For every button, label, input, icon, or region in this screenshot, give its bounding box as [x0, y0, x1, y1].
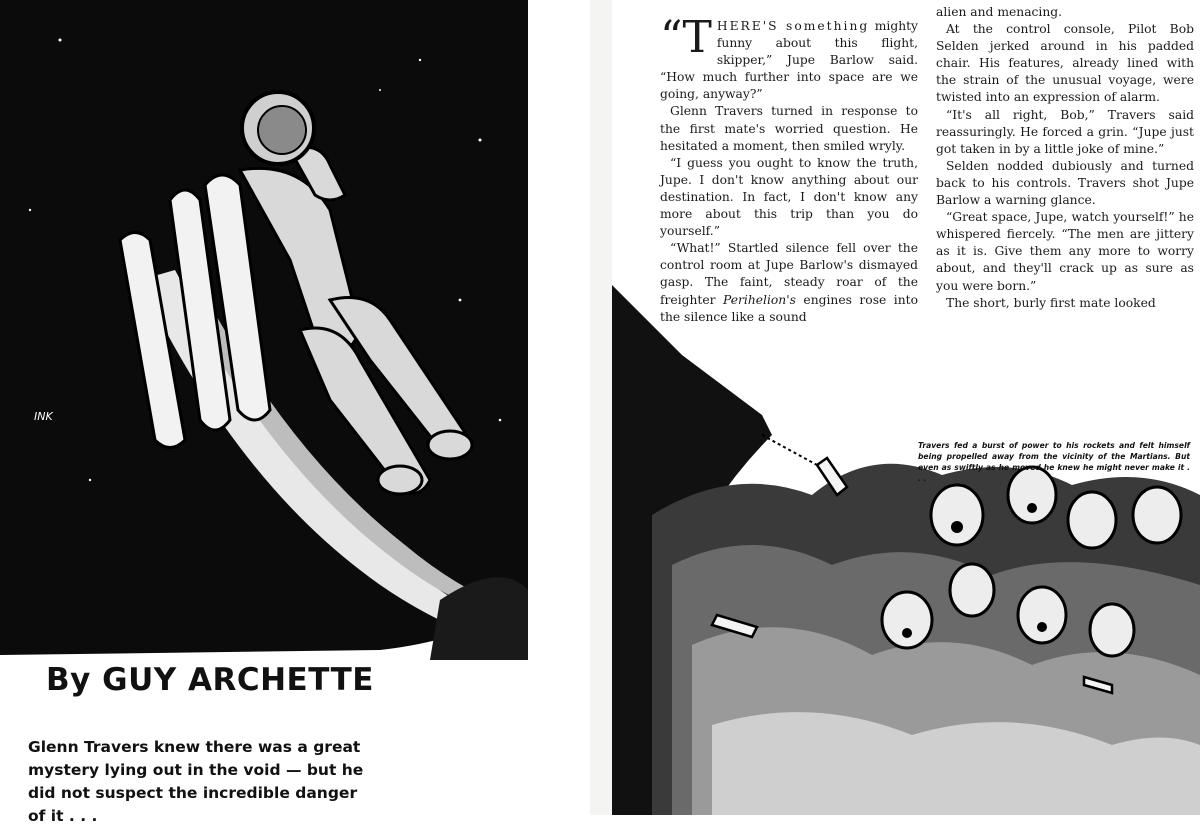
paragraph: “Great space, Jupe, watch yourself!” he whispered fiercely. “The men are jittery as it is. Give them any more to worry about, and they'll crack up as sure as you were born.”	[936, 210, 1194, 293]
paragraph: The short, burly first mate looked	[946, 295, 1156, 310]
left-page	[0, 0, 590, 825]
astronaut-illustration	[0, 0, 590, 660]
author-byline: By GUY ARCHETTE	[46, 662, 374, 698]
paragraph-text: mighty funny about this flight, skipper,” Jupe Barlow said. “How much further into space are we going, anyway?”	[660, 19, 919, 102]
paragraph: Glenn Travers turned in response to the first mate's worried question. He hesitated a moment, then smiled wryly.	[660, 104, 918, 153]
page-gutter	[590, 0, 612, 815]
paragraph: At the control console, Pilot Bob Selden jerked around in his padded chair. His features, already lined with the strain of the unusual voyage, were twisted into an expression of alarm.	[936, 22, 1194, 105]
ship-name: Perihelion's	[723, 292, 796, 307]
ink-signature: INK	[34, 410, 53, 423]
right-page	[612, 0, 1200, 815]
illustration-caption: Travers fed a burst of power to his rockets and felt himself being propelled away from the vicinity of the Martians. But even as swiftly as he moved he knew he might never make it . . .	[918, 441, 1190, 483]
paragraph: “It's all right, Bob,” Travers said reassuringly. He forced a grin. “Jupe just got taken in by a little joke of mine.”	[936, 107, 1194, 156]
story-blurb: Glenn Travers knew there was a great mystery lying out in the void — but he did not suspect the incredible danger of it . . .	[28, 738, 364, 825]
drop-cap: “T	[660, 12, 712, 63]
paragraph: “I guess you ought to know the truth, Jupe. I don't know anything about our destination. In fact, I don't know any more about this trip than you do yourself.”	[660, 155, 918, 239]
paragraph-text: engines rose into the silence like a sound	[660, 292, 918, 324]
martians-illustration	[612, 265, 1200, 815]
paragraph: alien and menacing.	[936, 5, 1063, 19]
paragraph: Selden nodded dubiously and turned back to his controls. Travers shot Jupe Barlow a warning glance.	[936, 158, 1194, 208]
paragraph-text: “What!” Startled silence fell over the control room at Jupe Barlow's dismayed gasp. The faint, steady roar of the freighter	[660, 241, 918, 307]
opening-small-caps: HERE'S something	[716, 19, 870, 33]
paragraph	[660, 12, 919, 103]
